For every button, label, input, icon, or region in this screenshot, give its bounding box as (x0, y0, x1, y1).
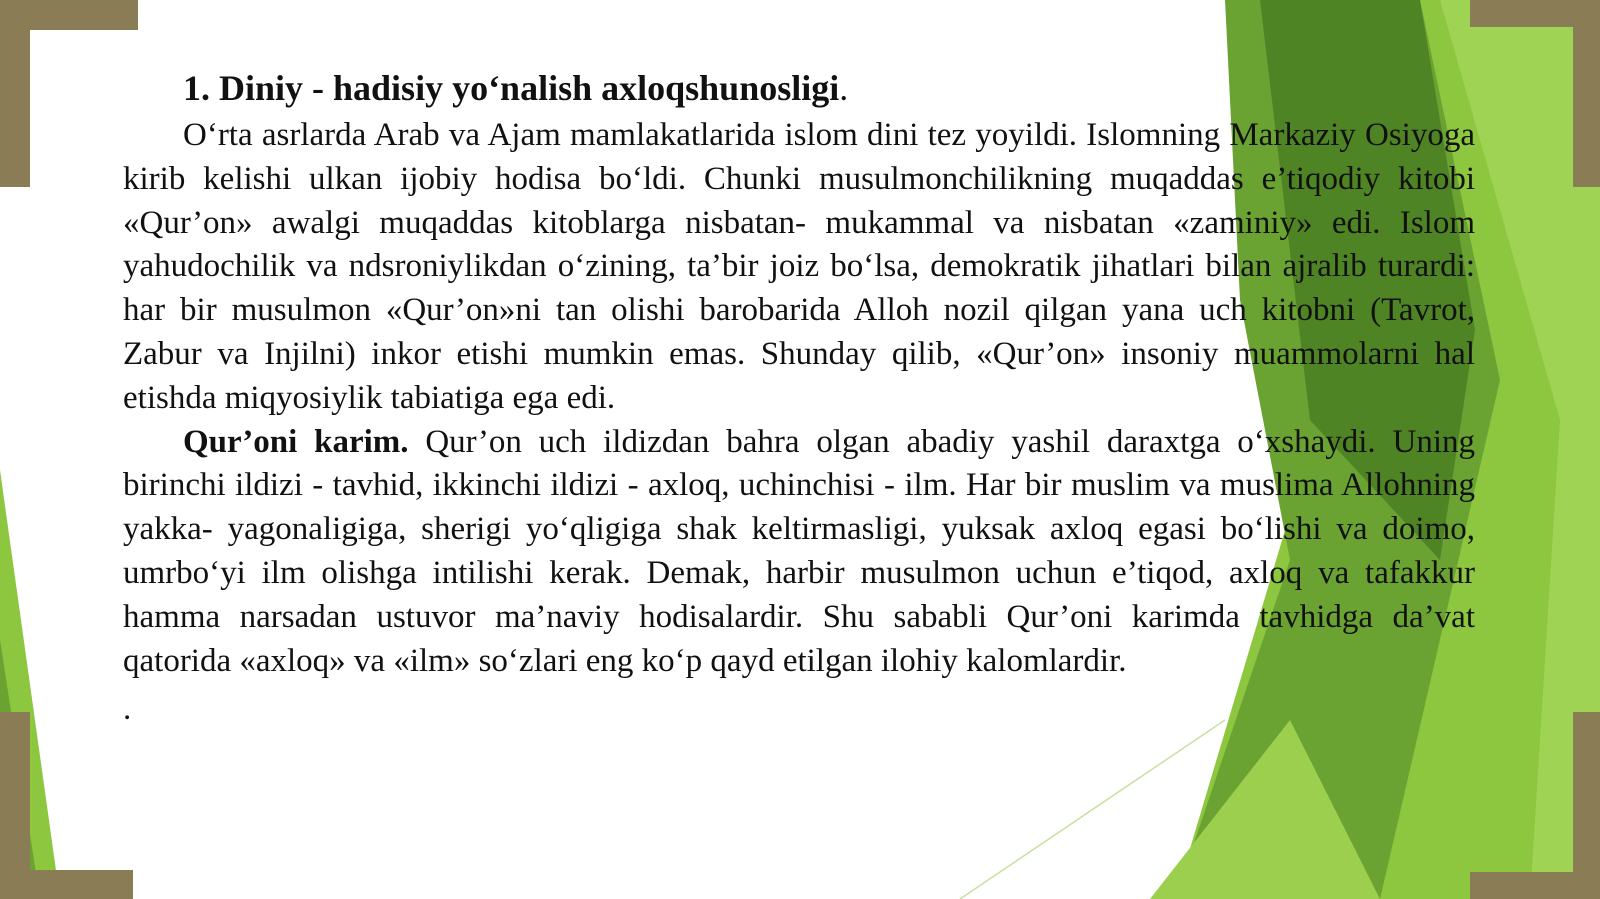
heading-text: Diniy - hadisiy yo‘nalish axloqshunosligi (219, 68, 840, 108)
paragraph-quran-body: Qur’on uch ildizdan bahra olgan abadiy yashil daraxtga o‘xshaydi. Uning birinchi ildizi - tavhid, ikkinchi ildizi - axloq, uchinchisi - ilm. Har bir muslim va muslima Allohning yakka- yagonaligiga, sherigi yo‘qligiga shak keltirmasligi, yuksak axloq egasi bo‘lishi va doimo, umrbo‘yi ilm olishga intilishi kerak. Demak, harbir musulmon uchun e’tiqod, axloq va tafakkur hamma narsadan ustuvor ma’naviy hodisalardir. Shu sababli Qur’oni karimda tavhidga da’vat qatorida «axloq» va «ilm» so‘zlari eng ko‘p qayd etilgan ilohiy kalomlardir. (123, 423, 1475, 679)
section-heading (123, 62, 1475, 114)
frame-corner-top-left (0, 0, 138, 187)
trailing-dot: . (123, 691, 132, 728)
paragraph-quran-lead: Qur’oni karim. (183, 423, 409, 460)
heading-number: 1. (183, 68, 210, 108)
frame-corner-bottom-left (0, 712, 133, 899)
paragraph-islam-spread: O‘rta asrlarda Arab va Ajam mamlakatlarida islom dini tez yoyildi. Islomning Markaziy Osiyoga kirib kelishi ulkan ijobiy hodisa bo‘ldi. Chunki musulmonchilikning muqaddas e’tiqodiy kitobi «Qur’on» awalgi muqaddas kitoblarga nisbatan- mukammal va nisbatan «zaminiy» edi. Islom yahudochilik va ndsroniylikdan o‘zining, ta’bir joiz bo‘lsa, demokratik jihatlari bilan ajralib turardi: har bir musulmon «Qur’on»ni tan olishi barobarida Alloh nozil qilgan yana uch kitobni (Tavrot, Zabur va Injilni) inkor etishi mumkin emas. Shunday qilib, «Qur’on» insoniy muammolarni hal etishda miqyosiylik tabiatiga ega edi. (123, 117, 1475, 416)
heading-period: . (839, 68, 849, 108)
paragraph-quran (123, 421, 1475, 684)
slide-text-body (123, 62, 1475, 735)
